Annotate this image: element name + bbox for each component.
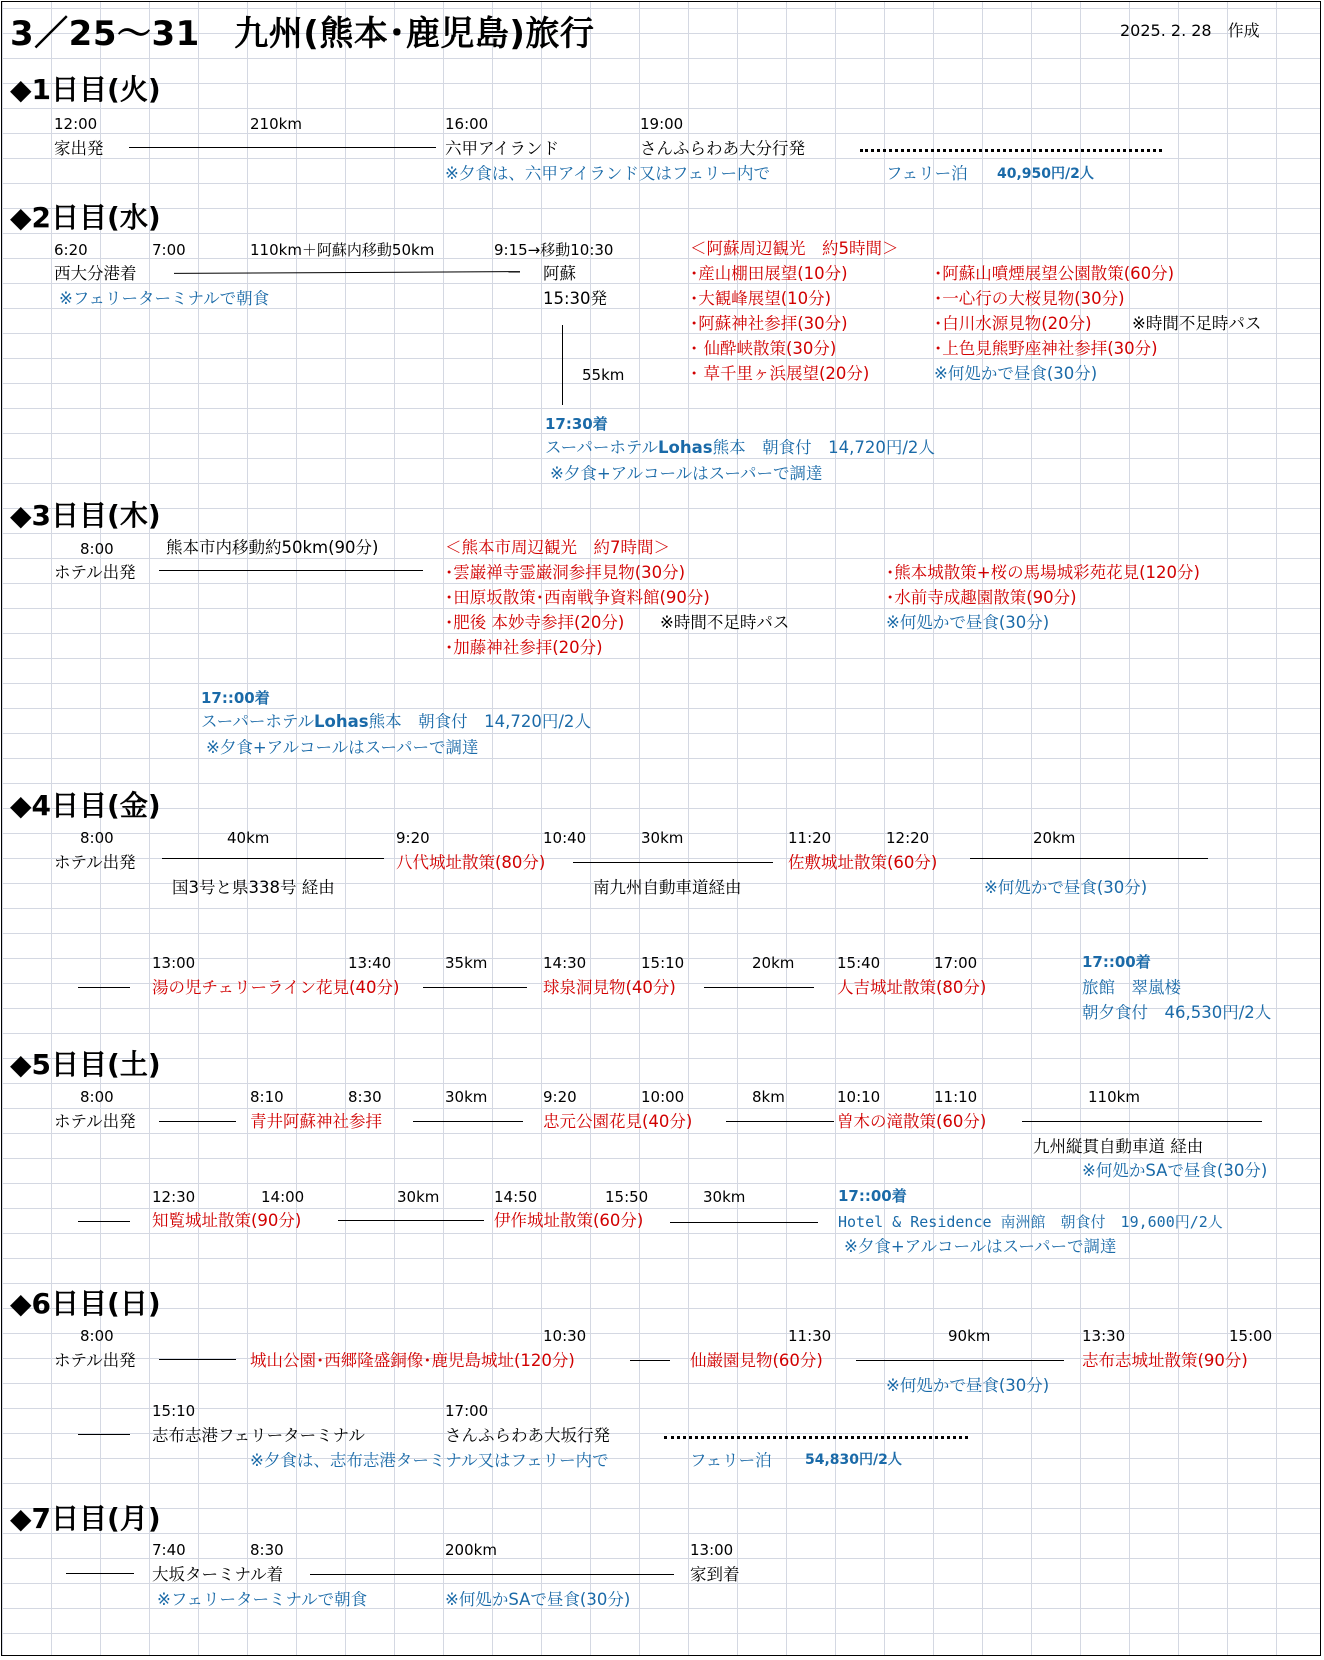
day5-spot: 忠元公園花見(40分) (543, 1112, 693, 1131)
day2-spot: ･上色見熊野座神社参拝(30分) (934, 339, 1158, 358)
day4-time: 12:20 (886, 829, 930, 847)
day2-route: 110km＋阿蘇内移動50km (250, 241, 435, 259)
day6-time: 13:30 (1082, 1327, 1126, 1345)
day4-distance: 35km (445, 954, 488, 972)
day4-spot: 湯の児チェリーライン花見(40分) (152, 978, 400, 997)
page-title: 3／25～31 九州(熊本･鹿児島)旅行 (10, 14, 595, 54)
route-line (159, 570, 423, 571)
day6-spot: 志布志城址散策(90分) (1082, 1351, 1248, 1370)
day6-time: 11:30 (788, 1327, 832, 1345)
day5-via: 九州縦貫自動車道 経由 (1033, 1137, 1204, 1156)
day4-spot: 佐敷城址散策(60分) (788, 853, 938, 872)
day7-distance: 200km (445, 1541, 497, 1559)
day4-time: 11:20 (788, 829, 832, 847)
day5-distance: 110km (1088, 1088, 1140, 1106)
day5-spot: 伊作城址散策(60分) (494, 1211, 644, 1230)
day1-dinner-note: ※夕食は、六甲アイランド又はフェリー内で (445, 164, 771, 183)
day5-time: 8:30 (348, 1088, 382, 1106)
day5-distance: 30km (397, 1188, 440, 1206)
day2-arrive-time: 17:30着 (545, 415, 608, 433)
ferry-route-line (860, 149, 1162, 152)
day5-time: 14:00 (261, 1188, 305, 1206)
day3-time-depart: 8:00 (80, 540, 114, 558)
day6-spot: 仙巌園見物(60分) (690, 1351, 823, 1370)
day2-hotel: スーパーホテルLohas熊本 朝食付 14,720円/2人 (545, 438, 935, 457)
day4-via: 国3号と県338号 経由 (172, 878, 335, 897)
day1-ferry-depart: さんふらわあ大分行発 (640, 139, 805, 158)
day3-spot: ･田原坂散策･西南戦争資料館(90分) (445, 588, 710, 607)
day2-distance-55: 55km (582, 366, 625, 384)
route-line (78, 987, 130, 988)
day7-time: 8:30 (250, 1541, 284, 1559)
day4-arrive-time: 17::00着 (1082, 953, 1151, 971)
route-line (413, 1121, 523, 1122)
day7-time: 7:40 (152, 1541, 186, 1559)
day2-spot: ･産山棚田展望(10分) (690, 264, 848, 283)
day5-distance: 30km (703, 1188, 746, 1206)
day7-heading: ◆7日目(月) (10, 1502, 161, 1535)
route-line (670, 1222, 818, 1223)
day5-time: 11:10 (934, 1088, 978, 1106)
day5-lunch-note: ※何処かSAで昼食(30分) (1082, 1161, 1268, 1180)
day3-spot: ･加藤神社参拝(20分) (445, 638, 603, 657)
day3-tour-title: ＜熊本市周辺観光 約7時間＞ (445, 538, 670, 557)
day6-dinner-note: ※夕食は、志布志港ターミナル又はフェリー内で (250, 1451, 609, 1470)
day3-spot: ･雲巌禅寺霊巌洞参拝見物(30分) (445, 563, 686, 582)
route-line (78, 1434, 130, 1435)
day5-time-depart: 8:00 (80, 1088, 114, 1106)
day5-time: 14:50 (494, 1188, 538, 1206)
day7-arrive-terminal: 大坂ターミナル着 (152, 1565, 284, 1584)
day5-time: 12:30 (152, 1188, 196, 1206)
day7-lunch-note: ※何処かSAで昼食(30分) (445, 1590, 631, 1609)
route-line-vertical (562, 325, 563, 405)
day5-spot: 曽木の滝散策(60分) (837, 1112, 987, 1131)
day3-depart-hotel: ホテル出発 (54, 563, 136, 582)
day4-time-depart: 8:00 (80, 829, 114, 847)
day6-distance: 90km (948, 1327, 991, 1345)
day3-route: 熊本市内移動約50km(90分) (166, 538, 379, 557)
route-line (630, 1360, 670, 1361)
day6-cost: 54,830円/2人 (805, 1452, 902, 1468)
day5-time: 10:10 (837, 1088, 881, 1106)
day4-time: 15:10 (641, 954, 685, 972)
day5-time: 8:10 (250, 1088, 284, 1106)
day3-heading: ◆3日目(木) (10, 499, 161, 532)
day1-rokko-island: 六甲アイランド (445, 139, 560, 158)
day4-distance: 20km (752, 954, 795, 972)
route-line (856, 1360, 1064, 1361)
day3-lunch-note: ※何処かで昼食(30分) (886, 613, 1050, 632)
day6-spot: 城山公園･西郷隆盛銅像･鹿児島城址(120分) (250, 1351, 575, 1370)
route-line (423, 987, 527, 988)
day2-heading: ◆2日目(水) (10, 201, 161, 234)
day4-time: 10:40 (543, 829, 587, 847)
day4-time: 13:00 (152, 954, 196, 972)
route-line (970, 858, 1208, 859)
day2-lunch-note: ※何処かで昼食(30分) (934, 364, 1098, 383)
day5-distance: 8km (752, 1088, 785, 1106)
day6-ferry-terminal: 志布志港フェリーターミナル (152, 1426, 365, 1445)
day4-time: 17:00 (934, 954, 978, 972)
day6-lunch-note: ※何処かで昼食(30分) (886, 1376, 1050, 1395)
route-line (338, 1220, 484, 1221)
day2-spot: ･ 草千里ヶ浜展望(20分) (690, 364, 870, 383)
route-line (573, 862, 773, 863)
day4-time: 13:40 (348, 954, 392, 972)
day6-time-depart: 8:00 (80, 1327, 114, 1345)
day5-distance: 30km (445, 1088, 488, 1106)
day4-spot: 八代城址散策(80分) (396, 853, 546, 872)
day5-time: 15:50 (605, 1188, 649, 1206)
day1-time-rokko: 16:00 (445, 115, 489, 133)
day1-heading: ◆1日目(火) (10, 73, 161, 106)
day3-hotel: スーパーホテルLohas熊本 朝食付 14,720円/2人 (201, 712, 591, 731)
day5-dinner-note: ※夕食+アルコールはスーパーで調達 (844, 1237, 1117, 1256)
day6-depart-hotel: ホテル出発 (54, 1351, 136, 1370)
day2-time-arrive: 6:20 (54, 241, 88, 259)
day2-aso: 阿蘇 (543, 264, 576, 283)
day6-time: 15:10 (152, 1402, 196, 1420)
day3-arrive-time: 17::00着 (201, 689, 270, 707)
day6-time: 17:00 (445, 1402, 489, 1420)
day1-time-ferry: 19:00 (640, 115, 684, 133)
day1-time-depart: 12:00 (54, 115, 98, 133)
day5-spot: 青井阿蘇神社参拝 (250, 1112, 382, 1131)
day3-pass-note: ※時間不足時パス (660, 613, 790, 632)
day6-time: 15:00 (1229, 1327, 1273, 1345)
route-line (66, 1573, 134, 1574)
day4-time: 14:30 (543, 954, 587, 972)
day6-stay: フェリー泊 (690, 1451, 772, 1470)
day1-depart-home: 家出発 (54, 139, 104, 158)
day4-distance: 40km (227, 829, 270, 847)
day4-depart-hotel: ホテル出発 (54, 853, 136, 872)
route-line (78, 1221, 130, 1222)
created-date: 2025. 2. 28 作成 (1120, 21, 1260, 40)
route-line (704, 987, 814, 988)
day2-move: 9:15→移動10:30 (494, 241, 614, 259)
day3-spot: ･肥後 本妙寺参拝(20分) (445, 613, 625, 632)
day1-stay: フェリー泊 (886, 164, 968, 183)
ferry-route-line (664, 1436, 968, 1439)
day3-spot: ･熊本城散策+桜の馬場城彩苑花見(120分) (886, 563, 1200, 582)
route-line (174, 271, 520, 274)
day3-spot: ･水前寺成趣園散策(90分) (886, 588, 1077, 607)
day2-aso-depart: 15:30発 (543, 289, 608, 308)
day2-spot: ･大観峰展望(10分) (690, 289, 832, 308)
day7-breakfast-note: ※フェリーターミナルで朝食 (157, 1590, 368, 1609)
day2-arrive-port: 西大分港着 (54, 264, 137, 283)
route-line (159, 1359, 236, 1360)
day4-spot: 球泉洞見物(40分) (543, 978, 676, 997)
day6-heading: ◆6日目(日) (10, 1287, 161, 1320)
day4-distance: 30km (641, 829, 684, 847)
day2-pass-note: ※時間不足時パス (1132, 314, 1262, 333)
day1-cost: 40,950円/2人 (997, 166, 1094, 182)
day4-spot: 人吉城址散策(80分) (837, 978, 987, 997)
route-line (162, 858, 384, 859)
day5-depart-hotel: ホテル出発 (54, 1112, 136, 1131)
itinerary-sheet (1, 1, 1321, 1656)
day2-spot: ･一心行の大桜見物(30分) (934, 289, 1125, 308)
day2-spot: ･阿蘇山噴煙展望公園散策(60分) (934, 264, 1175, 283)
day6-time: 10:30 (543, 1327, 587, 1345)
day5-time: 10:00 (641, 1088, 685, 1106)
day5-spot: 知覧城址散策(90分) (152, 1211, 302, 1230)
day4-distance: 20km (1033, 829, 1076, 847)
day5-hotel: Hotel & Residence 南洲館 朝食付 19,600円/2人 (838, 1213, 1223, 1231)
day2-dinner-note: ※夕食+アルコールはスーパーで調達 (550, 464, 823, 483)
day1-distance: 210km (250, 115, 302, 133)
day4-via: 南九州自動車道経由 (593, 878, 742, 897)
day6-ferry-depart: さんふらわあ大坂行発 (445, 1426, 610, 1445)
day2-spot: ･阿蘇神社参拝(30分) (690, 314, 848, 333)
day2-tour-title: ＜阿蘇周辺観光 約5時間＞ (690, 239, 899, 258)
day4-hotel: 旅館 翠嵐楼 (1082, 978, 1181, 997)
day5-heading: ◆5日目(土) (10, 1048, 161, 1081)
day2-breakfast-note: ※フェリーターミナルで朝食 (59, 289, 270, 308)
day4-time: 15:40 (837, 954, 881, 972)
day2-spot: ･白川水源見物(20分) (934, 314, 1092, 333)
day3-dinner-note: ※夕食+アルコールはスーパーで調達 (206, 738, 479, 757)
day5-arrive-time: 17::00着 (838, 1187, 907, 1205)
route-line (129, 147, 436, 148)
day2-spot: ･ 仙酔峡散策(30分) (690, 339, 837, 358)
day4-time: 9:20 (396, 829, 430, 847)
day5-time: 9:20 (543, 1088, 577, 1106)
day7-arrive-home: 家到着 (690, 1565, 740, 1584)
day4-lunch-note: ※何処かで昼食(30分) (984, 878, 1148, 897)
day7-time: 13:00 (690, 1541, 734, 1559)
route-line (1022, 1121, 1262, 1122)
day4-heading: ◆4日目(金) (10, 789, 161, 822)
day2-time-depart: 7:00 (152, 241, 186, 259)
route-line (726, 1121, 834, 1122)
day4-hotel-cost: 朝夕食付 46,530円/2人 (1082, 1003, 1272, 1022)
route-line (159, 1121, 236, 1122)
route-line (310, 1574, 674, 1575)
